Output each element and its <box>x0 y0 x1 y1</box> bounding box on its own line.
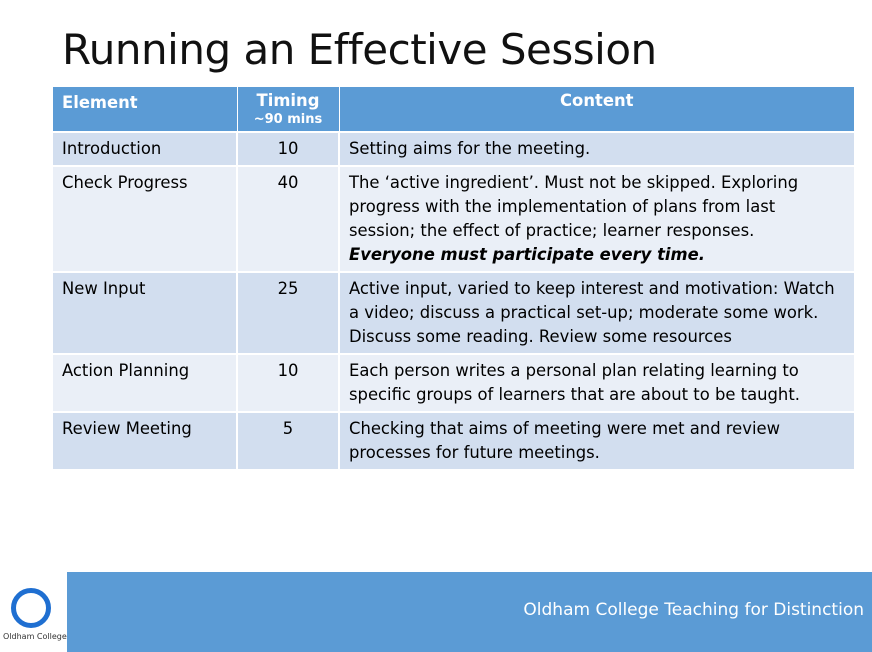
row-element: New Input <box>53 272 237 354</box>
row-content <box>339 412 854 469</box>
footer-bar <box>67 572 872 652</box>
row-element: Action Planning <box>53 354 237 412</box>
row-content-text: Checking that aims of meeting were met and review processes for future meetings. <box>349 419 781 462</box>
row-timing: 10 <box>237 132 339 166</box>
row-timing: 10 <box>237 354 339 412</box>
row-timing: 40 <box>237 166 339 272</box>
table-row <box>53 412 854 469</box>
header-timing <box>237 87 339 132</box>
row-content-emphasis: Everyone must participate every time. <box>349 245 705 264</box>
header-timing-sub: ~90 mins <box>253 112 323 127</box>
table-row <box>53 166 854 272</box>
header-content: Content <box>339 87 854 132</box>
table-row <box>53 354 854 412</box>
row-element: Check Progress <box>53 166 237 272</box>
header-element: Element <box>53 87 237 132</box>
row-element: Review Meeting <box>53 412 237 469</box>
row-content <box>339 272 854 354</box>
row-timing: 5 <box>237 412 339 469</box>
table-row <box>53 272 854 354</box>
row-content-text: The ‘active ingredient’. Must not be skipped. Exploring progress with the implementation of plans from last session; the effect of practice; learner responses. <box>349 173 799 240</box>
ring-logo-icon <box>11 588 51 628</box>
college-logo <box>3 588 65 650</box>
slide-title: Running an Effective Session <box>62 25 657 74</box>
footer-text: Oldham College Teaching for Distinction <box>523 600 864 620</box>
row-content <box>339 132 854 166</box>
table-header-row <box>53 87 854 132</box>
row-timing: 25 <box>237 272 339 354</box>
row-content <box>339 166 854 272</box>
row-content-text: Active input, varied to keep interest and motivation: Watch a video; discuss a practical set-up; moderate some work. Discuss some reading. Review some resources <box>349 279 835 346</box>
table-row <box>53 132 854 166</box>
row-content <box>339 354 854 412</box>
session-table <box>53 87 854 469</box>
row-element: Introduction <box>53 132 237 166</box>
row-content-text: Setting aims for the meeting. <box>349 139 591 158</box>
logo-label: Oldham College <box>3 632 67 641</box>
row-content-text: Each person writes a personal plan relating learning to specific groups of learners that are about to be taught. <box>349 361 800 404</box>
header-timing-label: Timing <box>256 91 320 110</box>
